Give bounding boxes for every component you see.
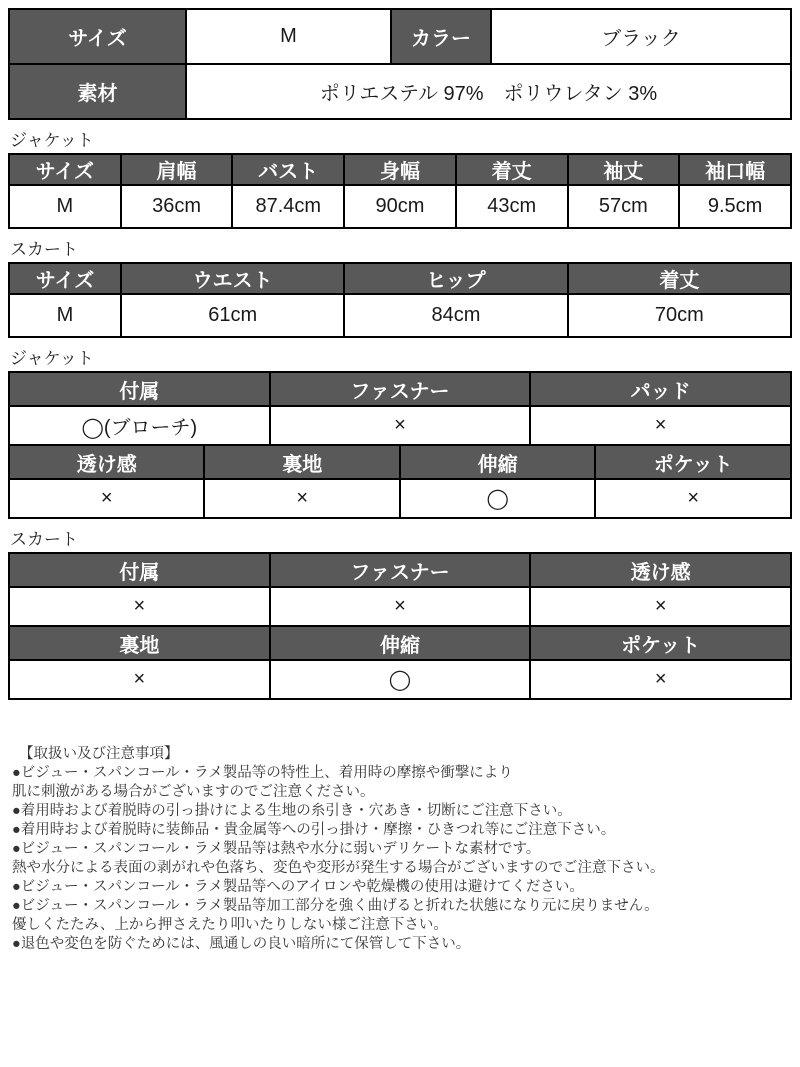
skirt-size-table [8, 262, 792, 338]
jacket-size-section-label: ジャケット [10, 131, 94, 150]
skirt-size-section-label: スカート [10, 240, 78, 259]
jacket-details-table [8, 371, 792, 519]
header-cell: パッド [530, 372, 791, 406]
table-row [9, 9, 791, 64]
handling-note-line: ●ビジュー・スパンコール・ラメ製品等加工部分を強く曲げると折れた状態になり元に戻りません。 [12, 898, 659, 914]
value-cell: 87.4cm [232, 185, 344, 228]
handling-note-line: 熱や水分による表面の剥がれや色落ち、変色や変形が発生する場合がございますのでご注意下さい。 [12, 860, 665, 876]
value-cell: ◯ [400, 479, 595, 518]
header-cell: ヒップ [344, 263, 567, 294]
value-cell: 70cm [568, 294, 791, 337]
value-cell: 90cm [344, 185, 456, 228]
header-cell: 伸縮 [270, 626, 531, 660]
header-cell: ファスナー [270, 553, 531, 587]
handling-note-line: ●着用時および着脱時に装飾品・貴金属等への引っ掛け・摩擦・ひきつれ等にご注意下さい。 [12, 822, 616, 838]
value-cell: 84cm [344, 294, 567, 337]
header-cell: バスト [232, 154, 344, 185]
header-cell: サイズ [9, 154, 121, 185]
jacket-size-table [8, 153, 792, 229]
header-cell: ポケット [530, 626, 791, 660]
value-cell: × [9, 587, 270, 626]
skirt-details-section-label: スカート [10, 530, 78, 549]
header-cell: 着丈 [568, 263, 791, 294]
value-cell: 61cm [121, 294, 344, 337]
header-cell: 付属 [9, 553, 270, 587]
table-row [9, 406, 791, 445]
header-cell: 身幅 [344, 154, 456, 185]
table-row [9, 263, 791, 294]
value-cell: 9.5cm [679, 185, 791, 228]
handling-note-line: ●着用時および着脱時の引っ掛けによる生地の糸引き・穴あき・切断にご注意下さい。 [12, 803, 572, 819]
jacket-details-section-label: ジャケット [10, 349, 94, 368]
table-row [9, 154, 791, 185]
value-cell: × [530, 660, 791, 699]
value-cell: × [204, 479, 399, 518]
value-cell: 43cm [456, 185, 568, 228]
material-header-cell: 素材 [9, 64, 186, 119]
size-header-cell: サイズ [9, 9, 186, 64]
table-row [9, 660, 791, 699]
table-row [9, 294, 791, 337]
value-cell: × [9, 660, 270, 699]
header-cell: 伸縮 [400, 445, 595, 479]
handling-note-line: ●ビジュー・スパンコール・ラメ製品等は熱や水分に弱いデリケートな素材です。 [12, 841, 541, 857]
header-cell: ファスナー [270, 372, 531, 406]
value-cell: × [595, 479, 791, 518]
header-cell: 裏地 [9, 626, 270, 660]
table-row [9, 553, 791, 587]
table-row [9, 445, 791, 479]
header-cell: 着丈 [456, 154, 568, 185]
size-value-cell: M [186, 9, 391, 64]
value-cell: × [270, 406, 531, 445]
header-cell: 袖丈 [568, 154, 680, 185]
skirt-details-table [8, 552, 792, 700]
value-cell: ◯ [270, 660, 531, 699]
value-cell: M [9, 185, 121, 228]
handling-notes-title: 【取扱い及び注意事項】 [19, 746, 179, 762]
header-cell: 付属 [9, 372, 270, 406]
material-value-cell: ポリエステル 97% ポリウレタン 3% [186, 64, 791, 119]
header-cell: 裏地 [204, 445, 399, 479]
header-cell: 透け感 [9, 445, 204, 479]
value-cell: ◯(ブローチ) [9, 406, 270, 445]
value-cell: 57cm [568, 185, 680, 228]
table-row [9, 587, 791, 626]
header-cell: 袖口幅 [679, 154, 791, 185]
table-row [9, 626, 791, 660]
value-cell: × [530, 406, 791, 445]
table-row [9, 185, 791, 228]
handling-note-line: 優しくたたみ、上から押さえたり叩いたりしない様ご注意下さい。 [12, 917, 448, 933]
header-cell: ウエスト [121, 263, 344, 294]
value-cell: M [9, 294, 121, 337]
value-cell: 36cm [121, 185, 233, 228]
top-spec-table [8, 8, 792, 120]
header-cell: サイズ [9, 263, 121, 294]
handling-note-line: ●ビジュー・スパンコール・ラメ製品等の特性上、着用時の摩擦や衝撃により [12, 765, 513, 781]
handling-note-line: 肌に刺激がある場合がございますのでご注意ください。 [12, 784, 375, 800]
value-cell: × [530, 587, 791, 626]
handling-note-line: ●ビジュー・スパンコール・ラメ製品等へのアイロンや乾燥機の使用は避けてください。 [12, 879, 584, 895]
header-cell: 肩幅 [121, 154, 233, 185]
table-row [9, 372, 791, 406]
table-row [9, 64, 791, 119]
header-cell: ポケット [595, 445, 791, 479]
table-row [9, 479, 791, 518]
handling-note-line: ●退色や変色を防ぐためには、風通しの良い暗所にて保管して下さい。 [12, 936, 471, 952]
value-cell: × [270, 587, 531, 626]
value-cell: × [9, 479, 204, 518]
color-header-cell: カラー [391, 9, 491, 64]
color-value-cell: ブラック [491, 9, 791, 64]
handling-notes [12, 745, 792, 954]
header-cell: 透け感 [530, 553, 791, 587]
